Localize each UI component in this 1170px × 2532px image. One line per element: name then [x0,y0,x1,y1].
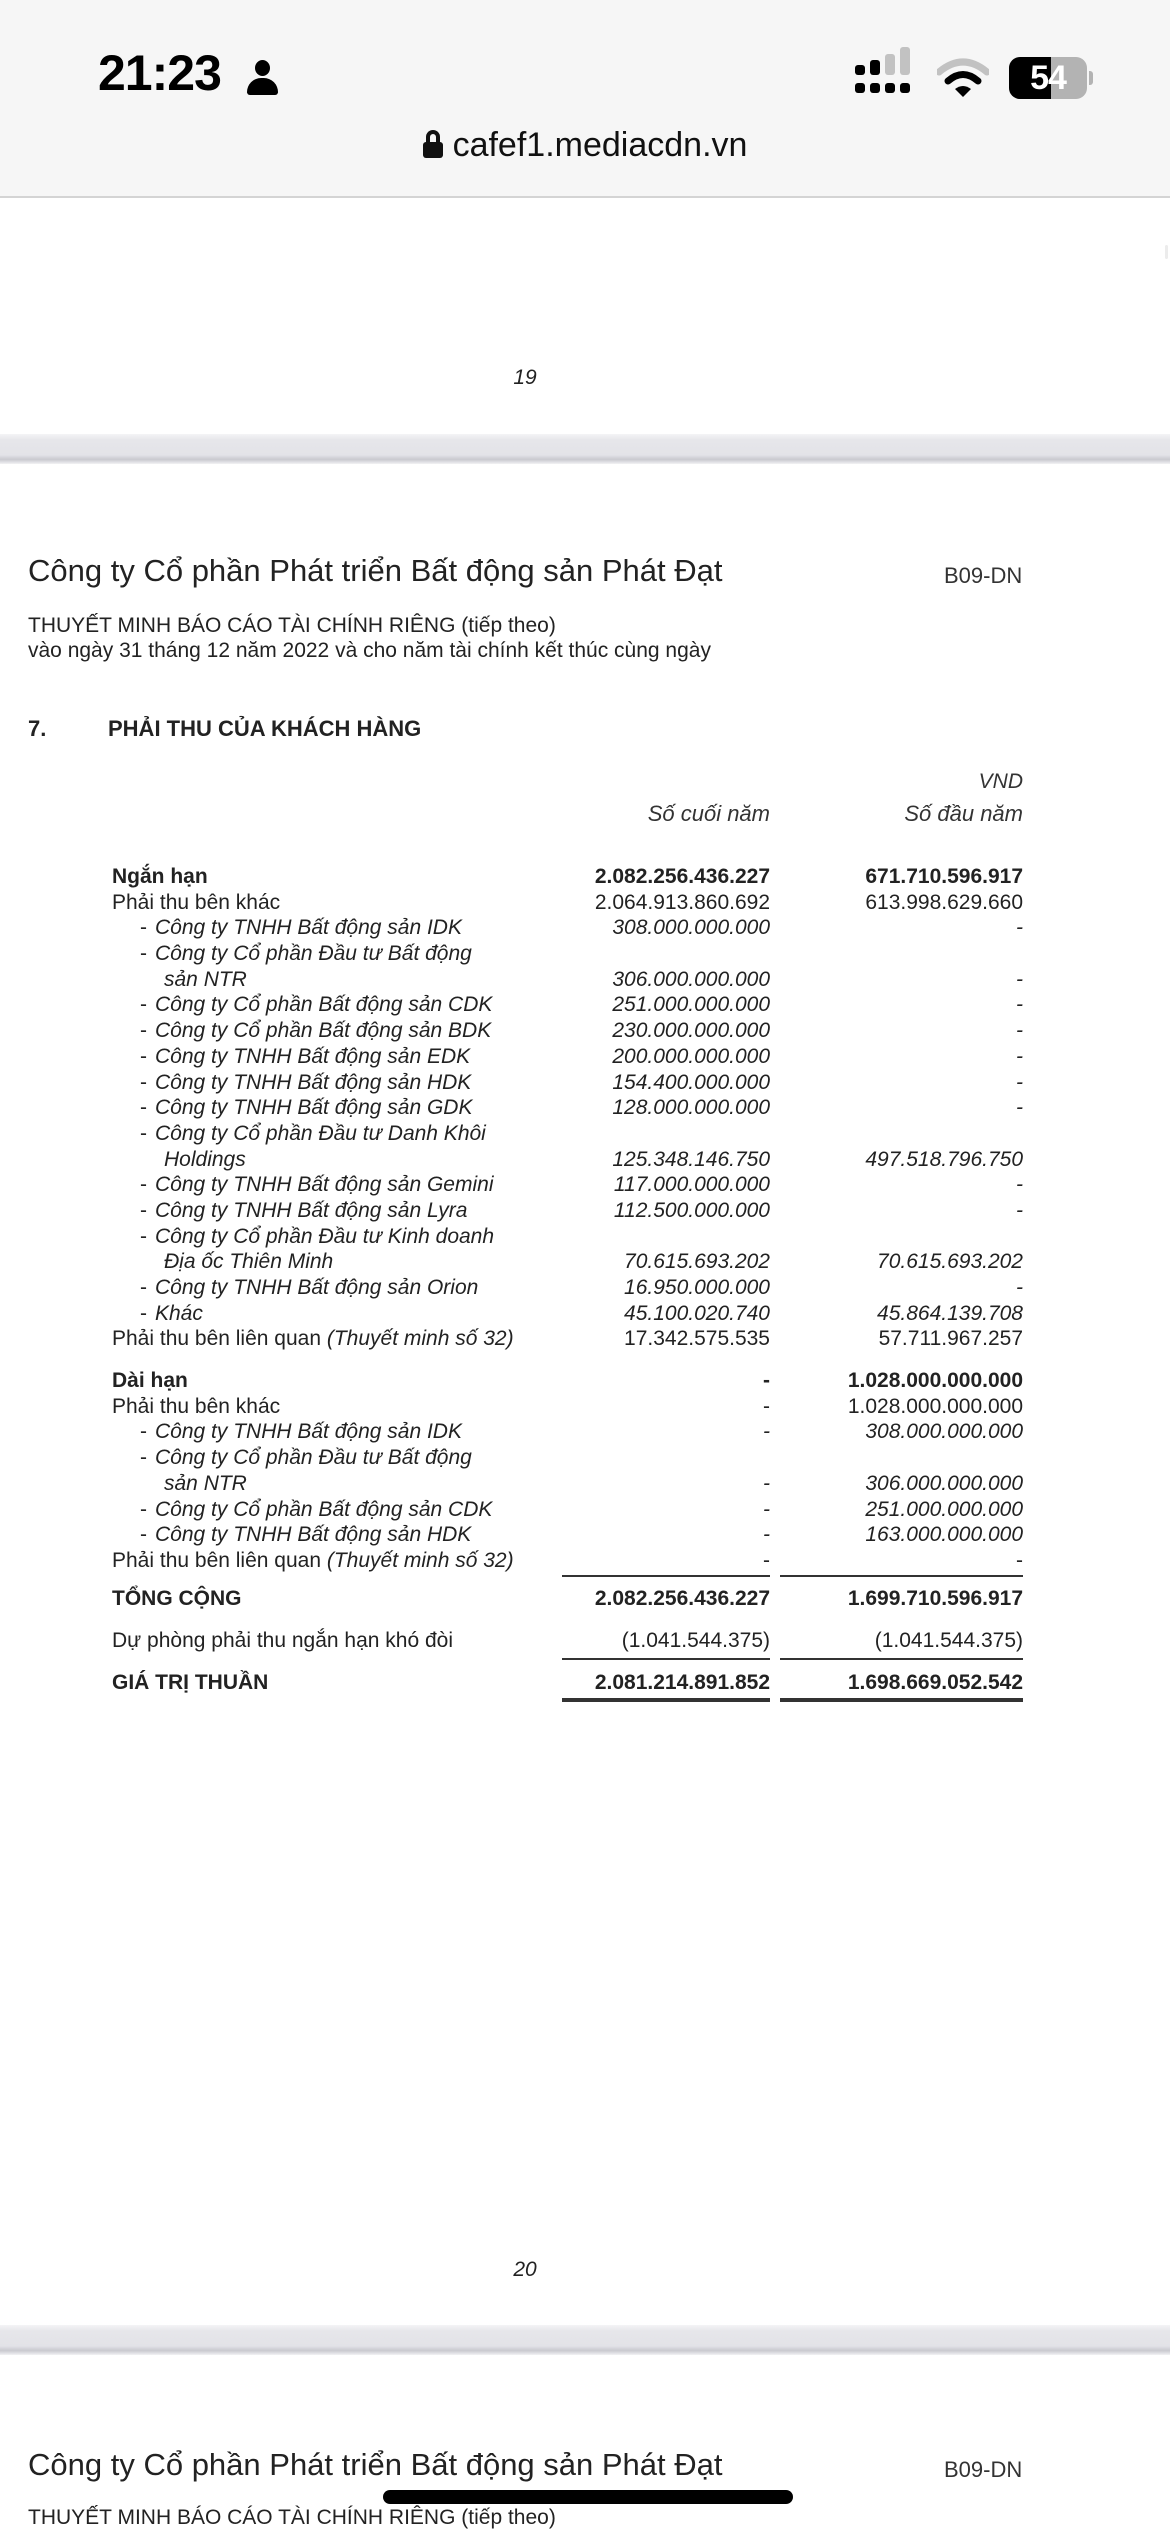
value-end-of-year: - [763,1394,770,1418]
bullet-dash: - [140,1044,147,1068]
table-row [112,1522,1023,1548]
value-end-of-year: - [763,1523,770,1547]
row-label [112,1368,188,1394]
row-label-text: Công ty Cổ phần Đầu tư Bất động [155,1446,472,1470]
company-name-next-page: Công ty Cổ phần Phát triển Bất động sản Phát Đạt [28,2447,723,2482]
value-end-of-year: 200.000.000.000 [612,1044,770,1068]
row-label-text: sản NTR [164,967,247,991]
value-beginning-of-year: 251.000.000.000 [865,1497,1023,1521]
row-label-text: Công ty Cổ phần Bất động sản CDK [155,993,493,1017]
table-row [112,1326,1023,1352]
value-beginning-of-year: - [1016,993,1023,1017]
table-row [112,1394,1023,1420]
value-end-of-year: 2.064.913.860.692 [594,890,770,914]
value-beginning-of-year: 57.711.967.257 [878,1327,1023,1351]
table-row [112,1121,1023,1147]
table-row [112,1044,1023,1070]
bullet-dash: - [140,942,147,966]
row-label-text: Công ty TNHH Bất động sản Gemini [155,1173,494,1197]
row-label [112,1394,280,1420]
report-title: THUYẾT MINH BÁO CÁO TÀI CHÍNH RIÊNG (tiếp theo) [28,614,556,637]
row-note: (Thuyết minh số 32) [326,1327,514,1351]
value-beginning-of-year: 671.710.596.917 [865,865,1023,888]
row-label [112,864,208,890]
table-row [112,864,1023,890]
value-end-of-year: 2.082.256.436.227 [594,865,770,888]
table-row [112,1301,1023,1327]
row-spacer [112,1352,1023,1368]
signal-icon [855,57,915,99]
url-bar[interactable] [0,126,1170,165]
row-label [112,1548,514,1574]
table-row [112,1445,1023,1471]
row-label-text: Phải thu bên khác [112,1394,281,1418]
value-end-of-year: 306.000.000.000 [612,967,770,991]
bullet-dash: - [140,1096,147,1120]
value-end-of-year: 125.348.146.750 [612,1147,770,1171]
row-label [140,1445,472,1471]
table-row [112,1497,1023,1523]
total-beginning-of-year: 1.699.710.596.917 [847,1586,1023,1610]
page-number-20: 20 [513,2258,537,2281]
total-label: TỔNG CỘNG [112,1586,242,1610]
row-label [164,1249,333,1275]
bullet-dash: - [140,1276,147,1299]
value-end-of-year: - [763,1420,770,1444]
value-beginning-of-year: 308.000.000.000 [865,1420,1023,1444]
value-end-of-year: 154.400.000.000 [612,1070,770,1094]
value-beginning-of-year: 45.864.139.708 [877,1301,1023,1325]
scrollbar[interactable] [1165,245,1168,259]
value-end-of-year: - [763,1497,770,1521]
table-row [112,967,1023,993]
row-label [164,1147,246,1173]
receivables-table [112,864,1023,1704]
bullet-dash: - [140,1420,147,1444]
table-row [112,915,1023,941]
value-beginning-of-year: - [1016,1173,1023,1197]
bullet-dash: - [140,1446,147,1470]
page-separator [0,434,1170,464]
row-label [140,1301,203,1327]
double-underline [562,1698,770,1702]
table-row [112,1198,1023,1224]
row-label [164,967,247,993]
wifi-icon [937,58,989,98]
column-header-beginning-of-year: Số đầu năm [904,801,1023,826]
url-domain: cafef1.mediacdn.vn [452,126,748,164]
row-label [140,1419,462,1445]
table-row [112,1548,1023,1574]
row-label-text: Công ty TNHH Bất động sản EDK [155,1044,471,1068]
row-label [164,1471,247,1497]
total-end-of-year: (1.041.544.375) [621,1628,770,1652]
value-beginning-of-year: - [1016,916,1023,940]
row-label-text: Công ty TNHH Bất động sản GDK [155,1096,473,1120]
value-end-of-year: 230.000.000.000 [612,1019,770,1043]
row-label [140,1095,472,1121]
battery-percent: 54 [1030,59,1066,97]
column-header-end-of-year: Số cuối năm [647,801,770,826]
company-name: Công ty Cổ phần Phát triển Bất động sản Phát Đạt [28,553,723,588]
form-code: B09-DN [944,563,1023,588]
table-row [112,941,1023,967]
value-end-of-year: 16.950.000.000 [624,1276,770,1299]
bullet-dash: - [140,1198,147,1222]
table-row [112,1018,1023,1044]
row-label-text: Công ty Cổ phần Đầu tư Bất động [155,942,472,966]
table-row [112,1224,1023,1250]
row-label [140,1018,491,1044]
total-end-of-year: 2.081.214.891.852 [594,1670,770,1694]
value-beginning-of-year: 1.028.000.000.000 [847,1394,1023,1418]
total-beginning-of-year: (1.041.544.375) [874,1628,1023,1652]
row-label-text: Phải thu bên liên quan [112,1548,322,1572]
row-label [112,1326,514,1352]
row-label-text: sản NTR [164,1471,247,1495]
bullet-dash: - [140,1224,147,1248]
currency-label: VND [978,770,1023,793]
row-label-text: Công ty Cổ phần Bất động sản CDK [155,1497,493,1521]
underline [562,1575,770,1577]
value-end-of-year: - [763,1369,770,1393]
row-label-text: Địa ốc Thiên Minh [164,1250,334,1274]
bullet-dash: - [140,993,147,1017]
row-label [140,1497,492,1523]
underline [562,1658,770,1660]
table-row [112,1368,1023,1394]
bullet-dash: - [140,1497,147,1521]
row-note: (Thuyết minh số 32) [326,1548,514,1572]
value-beginning-of-year: - [1016,967,1023,991]
report-title-next-page: THUYẾT MINH BÁO CÁO TÀI CHÍNH RIÊNG (tiếp theo) [28,2506,556,2529]
row-label [140,1121,486,1147]
form-code-next-page: B09-DN [944,2457,1023,2482]
underline [780,1575,1023,1577]
row-label [140,1172,493,1198]
row-label [140,1198,467,1224]
row-label-text: Công ty Cổ phần Bất động sản BDK [155,1019,492,1043]
value-beginning-of-year: - [1016,1548,1023,1572]
person-icon [247,60,277,96]
row-label-text: Phải thu bên liên quan [112,1327,322,1351]
row-label-text: Công ty TNHH Bất động sản Lyra [155,1198,468,1222]
section-number: 7. [28,716,47,741]
value-beginning-of-year: 163.000.000.000 [865,1523,1023,1547]
value-beginning-of-year: - [1016,1070,1023,1094]
table-row [112,1471,1023,1497]
report-subtitle: vào ngày 31 tháng 12 năm 2022 và cho năm tài chính kết thúc cùng ngày [28,639,711,662]
bullet-dash: - [140,1070,147,1094]
table-row [112,1147,1023,1173]
value-beginning-of-year: - [1016,1044,1023,1068]
section-title: PHẢI THU CỦA KHÁCH HÀNG [108,716,422,741]
table-row [112,1249,1023,1275]
row-label-text: Công ty Cổ phần Đầu tư Danh Khôi [155,1121,486,1145]
row-label [140,1070,471,1096]
value-end-of-year: 308.000.000.000 [612,916,770,940]
value-end-of-year: 251.000.000.000 [612,993,770,1017]
bullet-dash: - [140,1173,147,1197]
table-row [112,1172,1023,1198]
row-label [140,1224,494,1250]
underline [780,1658,1023,1660]
lock-icon [423,130,443,158]
bullet-dash: - [140,1301,147,1325]
row-label-text: Công ty TNHH Bất động sản Orion [155,1276,479,1299]
value-beginning-of-year: - [1016,1019,1023,1043]
row-label-text: Dài hạn [112,1369,188,1393]
page-number-19: 19 [513,366,537,389]
value-end-of-year: 112.500.000.000 [613,1198,770,1222]
value-beginning-of-year: 70.615.693.202 [877,1250,1023,1274]
row-label-text: Công ty Cổ phần Đầu tư Kinh doanh [155,1224,495,1248]
row-label [140,915,462,941]
total-end-of-year: 2.082.256.436.227 [594,1586,770,1610]
value-beginning-of-year: 1.028.000.000.000 [847,1369,1023,1393]
table-row [112,1070,1023,1096]
table-row [112,890,1023,916]
row-label-text: Công ty TNHH Bất động sản HDK [155,1070,472,1094]
bullet-dash: - [140,916,147,940]
value-beginning-of-year: - [1016,1276,1023,1299]
row-label-text: Holdings [164,1147,246,1171]
value-beginning-of-year: 497.518.796.750 [865,1147,1023,1171]
row-label-text: Công ty TNHH Bất động sản IDK [155,1420,462,1444]
total-label: GIÁ TRỊ THUẦN [112,1670,269,1694]
table-row [112,1095,1023,1121]
table-row [112,1275,1023,1301]
total-label: Dự phòng phải thu ngắn hạn khó đòi [112,1628,453,1652]
row-label-text: Ngắn hạn [112,865,208,888]
bullet-dash: - [140,1523,147,1547]
total-beginning-of-year: 1.698.669.052.542 [847,1670,1023,1694]
row-label [140,941,472,967]
page-separator [0,2325,1170,2355]
value-end-of-year: 17.342.575.535 [624,1327,770,1351]
value-end-of-year: 117.000.000.000 [613,1173,770,1197]
row-label-text: Công ty TNHH Bất động sản IDK [155,916,462,940]
row-label-text: Phải thu bên khác [112,890,281,914]
table-row [112,1419,1023,1445]
status-time: 21:23 [98,45,221,101]
total-row [112,1578,1023,1620]
row-label [140,1522,471,1548]
value-beginning-of-year: - [1016,1198,1023,1222]
value-end-of-year: 70.615.693.202 [624,1250,770,1274]
value-end-of-year: - [763,1471,770,1495]
value-beginning-of-year: - [1016,1096,1023,1120]
row-label [140,992,492,1018]
row-label [140,1275,478,1301]
double-underline [780,1698,1023,1702]
row-label-text: Công ty TNHH Bất động sản HDK [155,1523,472,1547]
value-end-of-year: 128.000.000.000 [612,1096,770,1120]
browser-top-bar [0,0,1170,198]
bullet-dash: - [140,1121,147,1145]
value-end-of-year: - [763,1548,770,1572]
value-beginning-of-year: 306.000.000.000 [865,1471,1023,1495]
row-label [140,1044,470,1070]
total-row [112,1662,1023,1704]
battery-icon [1009,57,1093,99]
bullet-dash: - [140,1019,147,1043]
home-indicator[interactable] [383,2490,793,2504]
table-row [112,992,1023,1018]
value-beginning-of-year: 613.998.629.660 [865,890,1023,914]
total-row [112,1620,1023,1662]
value-end-of-year: 45.100.020.740 [624,1301,770,1325]
row-label [112,890,280,916]
row-label-text: Khác [155,1301,203,1325]
